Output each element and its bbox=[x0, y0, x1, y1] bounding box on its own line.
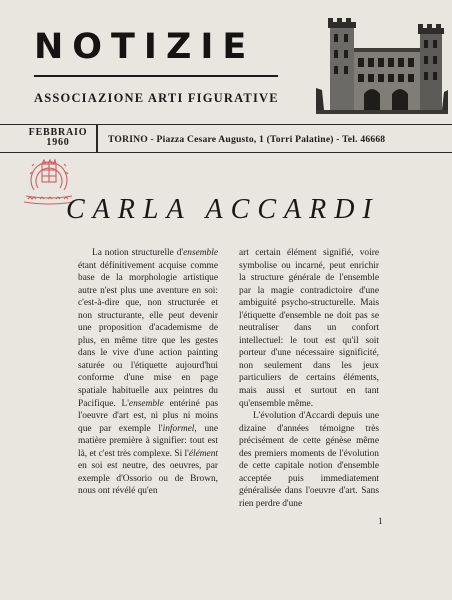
text-run: entériné pas l'oeuvre d'art est, ni plus ni moins que par exemple l' bbox=[78, 398, 218, 434]
article-column-right bbox=[239, 247, 379, 510]
emphasis: élément bbox=[188, 448, 218, 459]
page-number: 1 bbox=[378, 516, 383, 526]
text-run: étant définitivement acquise comme base de la morphologie artistique autre n'est plus une aventure en soi: c'est-à-dire que, non structurée et non structurante, elle peut devenir une proposition d'academisme de plus, en même titre que les gestes dans le vive d'une action painting saturée ou l'étiquette aujourd'hui conforme d'une mise en page spatiale habituelle aux peintres du Pacifique. L' bbox=[78, 260, 218, 409]
issue-date bbox=[22, 128, 94, 148]
emphasis: informel bbox=[162, 423, 195, 434]
article-column-left bbox=[78, 247, 218, 498]
text-run: , une matière première à signifier: tout est là, et c'est très complexe. Si l' bbox=[78, 423, 218, 459]
issue-month: FEBBRAIO bbox=[28, 127, 88, 138]
article-paragraph: art certain élément signifié, voire symbolise ou incarné, peut enrichir la structure générale de l'ensemble par la magie contradictoire d'une ambiguité psycho-structurelle. Mais l'étiquette d'ensemble ne doit pas se neutraliser dans un confort intellectuel: le tout est qu'il soit porteur d'une nécessaire significité, non seulement dans les jeux particuliers de certains éléments, mais aussi et surtout en tant qu'ensemble même. bbox=[239, 248, 379, 409]
text-run: en soi est neutre, des oeuvres, par exemple d'Ossorio ou de Brown, nous ont révélé qu'en bbox=[78, 461, 218, 497]
text-run: La notion structurelle d' bbox=[92, 248, 184, 258]
article-title: CARLA ACCARDI bbox=[66, 194, 380, 225]
address-line: TORINO - Piazza Cesare Augusto, 1 (Torri Palatine) - Tel. 46668 bbox=[108, 134, 386, 145]
masthead-title: NOTIZIE bbox=[34, 27, 256, 67]
emphasis: ensemble bbox=[183, 248, 218, 258]
masthead-subtitle: ASSOCIAZIONE ARTI FIGURATIVE bbox=[34, 91, 279, 105]
torri-palatine-icon bbox=[316, 18, 448, 114]
emphasis: ensemble bbox=[128, 398, 164, 409]
article-paragraph: L'évolution d'Accardi depuis une dizaine d'années témoigne très précisément de cette génèse même des premiers moments de l'évolution de cette capitale notion d'ensemble acceptée puis immediatement généralisée dans l'oeuvre d'art. Sans rien perdre d'une bbox=[239, 411, 379, 509]
article-paragraph bbox=[78, 247, 218, 498]
info-bar-divider bbox=[96, 124, 98, 153]
masthead-rule bbox=[34, 75, 278, 77]
issue-year: 1960 bbox=[46, 137, 70, 148]
